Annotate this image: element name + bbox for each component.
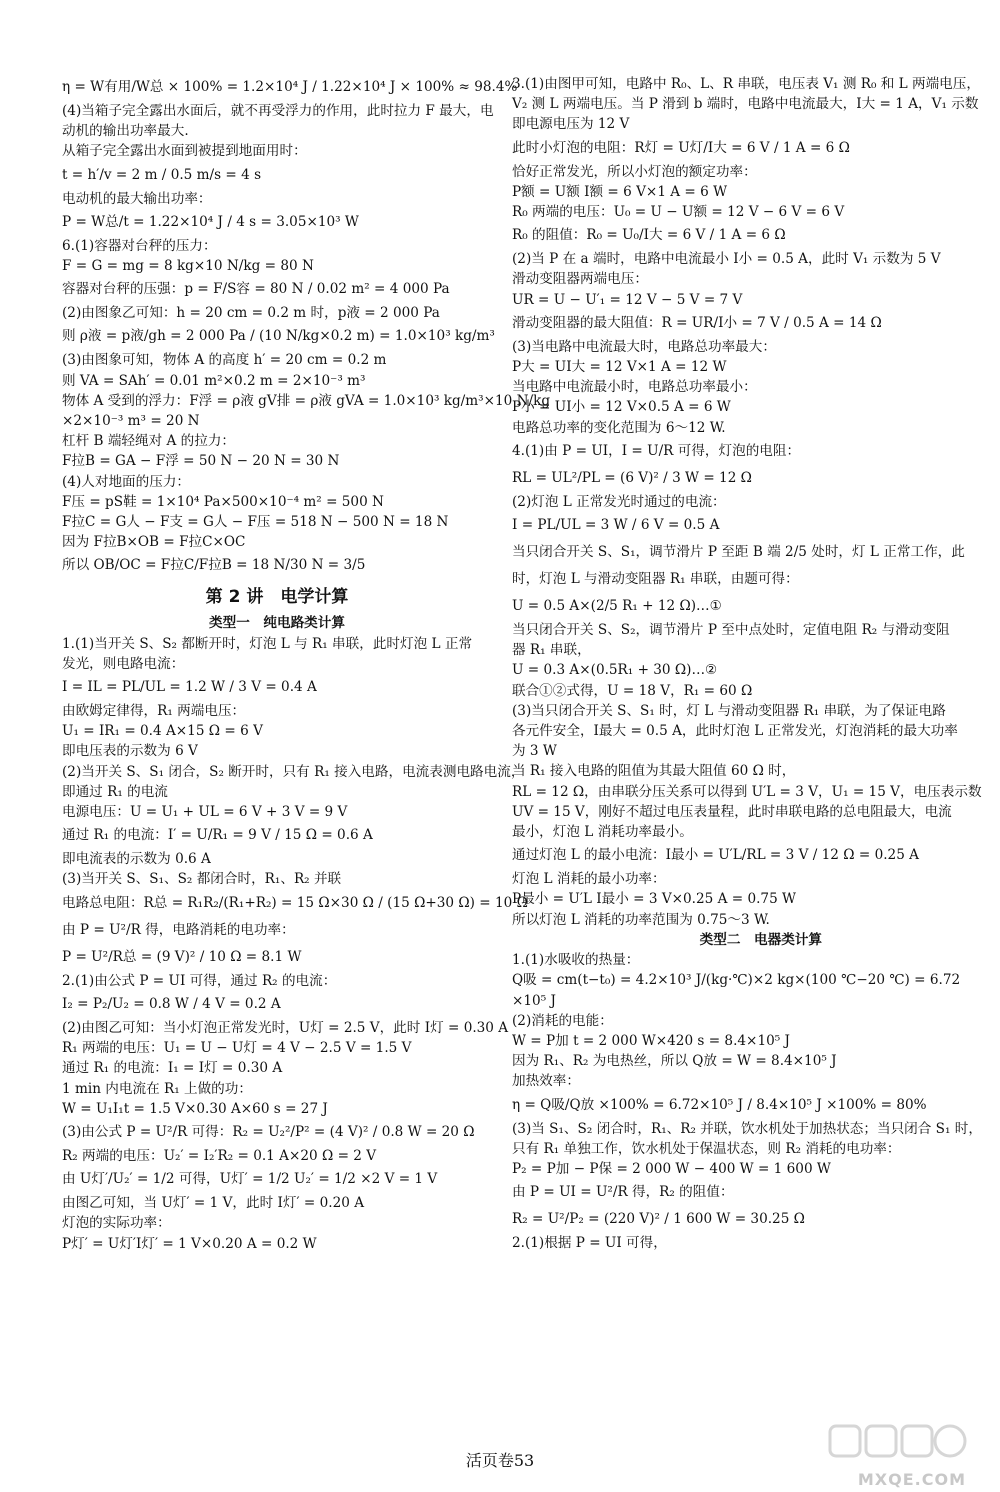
text-line: 杠杆 B 端轻绳对 A 的拉力： bbox=[62, 433, 236, 450]
text-line: I₂ = P₂/U₂ = 0.8 W / 4 V = 0.2 A bbox=[62, 995, 281, 1012]
text-line: (2)当开关 S、S₁ 闭合，S₂ 断开时，只有 R₁ 接入电路，电流表测电路电流， bbox=[62, 763, 525, 780]
text-line: 由 U灯′/U₂′ = 1/2 可得，U灯′ = 1/2 U₂′ = 1/2 ×2 V = 1 V bbox=[62, 1171, 438, 1188]
text-line: RL = UL²/PL = (6 V)² / 3 W = 12 Ω bbox=[512, 469, 752, 486]
text-line: F压 = pS鞋 = 1×10⁴ Pa×500×10⁻⁴ m² = 500 N bbox=[62, 493, 384, 510]
text-line: 当电路中电流最小时，电路总功率最小： bbox=[512, 379, 757, 396]
text-line: 此时小灯泡的电阻：R灯 = U灯/I大 = 6 V / 1 A = 6 Ω bbox=[512, 139, 850, 156]
text-line: (2)消耗的电能： bbox=[512, 1012, 613, 1029]
text-line: 电源电压：U = U₁ + UL = 6 V + 3 V = 9 V bbox=[62, 804, 348, 821]
text-line: 即通过 R₁ 的电流 bbox=[62, 783, 168, 800]
text-line: (3)由图象可知，物体 A 的高度 h′ = 20 cm = 0.2 m bbox=[62, 352, 387, 369]
text-line: (3)当只闭合开关 S、S₁ 时，灯 L 与滑动变阻器 R₁ 串联，为了保证电路 bbox=[512, 702, 946, 719]
text-line: Q吸 = cm(t−t₀) = 4.2×10³ J/(kg·℃)×2 kg×(100 ℃−20 ℃) = 6.72 bbox=[512, 972, 961, 989]
text-line: P最小 = U′L I最小 = 3 V×0.25 A = 0.75 W bbox=[512, 891, 797, 908]
text-line: 因为 R₁、R₂ 为电热丝，所以 Q放 = W = 8.4×10⁵ J bbox=[512, 1053, 837, 1070]
text-line: F拉C = G人 − F支 = G人 − F压 = 518 N − 500 N = 18 N bbox=[62, 514, 449, 531]
text-line: 当只闭合开关 S、S₂，调节滑片 P 至中点处时，定值电阻 R₂ 与滑动变阻 bbox=[512, 622, 950, 639]
text-line: UR = U − U′₁ = 12 V − 5 V = 7 V bbox=[512, 291, 743, 308]
text-line: 发光，则电路电流： bbox=[62, 655, 185, 672]
text-line: W = U₁I₁t = 1.5 V×0.30 A×60 s = 27 J bbox=[62, 1100, 328, 1117]
text-line: (4)人对地面的压力： bbox=[62, 473, 191, 490]
text-line: ×10⁵ J bbox=[512, 992, 556, 1009]
text-line: 则 ρ液 = p液/gh = 2 000 Pa / (10 N/kg×0.2 m) = 1.0×10³ kg/m³ bbox=[62, 328, 495, 345]
text-line: 2.(1)由公式 P = UI 可得，通过 R₂ 的电流： bbox=[62, 972, 337, 989]
text-line: R₂ 两端的电压：U₂′ = I₂′R₂ = 0.1 A×20 Ω = 2 V bbox=[62, 1147, 377, 1164]
text-line: (2)灯泡 L 正常发光时通过的电流： bbox=[512, 493, 726, 510]
text-line: 通过灯泡 L 的最小电流：I最小 = U′L/RL = 3 V / 12 Ω = 0.25 A bbox=[512, 847, 919, 864]
text-line: P灯′ = U灯′I灯′ = 1 V×0.20 A = 0.2 W bbox=[62, 1235, 317, 1252]
text-line: 物体 A 受到的浮力：F浮 = ρ液 gV排 = ρ液 gVA = 1.0×10³ kg/m³×10 N/kg bbox=[62, 392, 551, 409]
text-line: U₁ = IR₁ = 0.4 A×15 Ω = 6 V bbox=[62, 723, 263, 740]
text-line: 2.(1)根据 P = UI 可得， bbox=[512, 1235, 667, 1252]
watermark-text: MXQE.COM bbox=[857, 1470, 966, 1489]
text-line: 即电流表的示数为 0.6 A bbox=[62, 851, 211, 868]
text-line: UV = 15 V，刚好不超过电压表量程，此时串联电路的总电阻最大，电流 bbox=[512, 803, 952, 820]
text-line: 即电压表的示数为 6 V bbox=[62, 743, 198, 760]
text-line: U = 0.3 A×(0.5R₁ + 30 Ω)…② bbox=[512, 662, 718, 679]
text-line: 由图乙可知，当 U灯′ = 1 V，此时 I灯′ = 0.20 A bbox=[62, 1195, 365, 1212]
text-line: 6.(1)容器对台秤的压力： bbox=[62, 237, 217, 254]
text-line: 1.(1)水吸收的热量： bbox=[512, 952, 640, 969]
text-line: (3)当电路中电流最大时，电路总功率最大： bbox=[512, 338, 776, 355]
text-line: F = G = mg = 8 kg×10 N/kg = 80 N bbox=[62, 258, 314, 275]
subsection-heading: 类型一 纯电路类计算 bbox=[209, 615, 345, 632]
text-line: 各元件安全，I最大 = 0.5 A，此时灯泡 L 正常发光，灯泡消耗的最大功率 bbox=[512, 723, 958, 740]
text-line: 加热效率： bbox=[512, 1073, 580, 1090]
text-line: U = 0.5 A×(2/5 R₁ + 12 Ω)…① bbox=[512, 598, 722, 615]
text-line: 恰好正常发光，所以小灯泡的额定功率： bbox=[512, 163, 757, 180]
text-line: P = U²/R总 = (9 V)² / 10 Ω = 8.1 W bbox=[62, 948, 302, 965]
text-line: F拉B = GA − F浮 = 50 N − 20 N = 30 N bbox=[62, 453, 340, 470]
text-line: R₀ 的阻值：R₀ = U₀/I大 = 6 V / 1 A = 6 Ω bbox=[512, 227, 786, 244]
text-line: I = IL = PL/UL = 1.2 W / 3 V = 0.4 A bbox=[62, 679, 317, 696]
text-line: P额 = U额 I额 = 6 V×1 A = 6 W bbox=[512, 183, 728, 200]
text-line: 所以 OB/OC = F拉C/F拉B = 18 N/30 N = 3/5 bbox=[62, 557, 366, 574]
text-line: t = h′/v = 2 m / 0.5 m/s = 4 s bbox=[62, 166, 262, 183]
text-line: 时，灯泡 L 与滑动变阻器 R₁ 串联，由题可得： bbox=[512, 571, 799, 588]
text-line: 电路总电阻：R总 = R₁R₂/(R₁+R₂) = 15 Ω×30 Ω / (15 Ω+30 Ω) = 10 Ω bbox=[62, 894, 528, 911]
text-line: 则 VA = SAh′ = 0.01 m²×0.2 m = 2×10⁻³ m³ bbox=[62, 372, 366, 389]
text-line: R₀ 两端的电压：U₀ = U − U额 = 12 V − 6 V = 6 V bbox=[512, 204, 845, 221]
text-line: I = PL/UL = 3 W / 6 V = 0.5 A bbox=[512, 517, 720, 534]
text-line: 从箱子完全露出水面到被提到地面用时： bbox=[62, 143, 307, 160]
text-line: (2)由图象乙可知：h = 20 cm = 0.2 m 时，p液 = 2 000 Pa bbox=[62, 305, 440, 322]
text-line: ×2×10⁻³ m³ = 20 N bbox=[62, 413, 200, 430]
text-line: 由 P = UI = U²/R 得，R₂ 的阻值： bbox=[512, 1184, 734, 1201]
text-line: 灯泡的实际功率： bbox=[62, 1215, 171, 1232]
text-line: 由 P = U²/R 得，电路消耗的电功率： bbox=[62, 921, 295, 938]
text-line: 由欧姆定律得，R₁ 两端电压： bbox=[62, 703, 246, 720]
text-line: R₁ 两端的电压：U₁ = U − U灯 = 4 V − 2.5 V = 1.5 V bbox=[62, 1040, 412, 1057]
text-line: P = W总/t = 1.22×10⁴ J / 4 s = 3.05×10³ W bbox=[62, 213, 359, 230]
text-line: 只有 R₁ 单独工作，饮水机处于保温状态，则 R₂ 消耗的电功率： bbox=[512, 1140, 901, 1157]
text-line: 滑动变阻器的最大阻值：R = UR/I小 = 7 V / 0.5 A = 14 Ω bbox=[512, 314, 882, 331]
text-line: (2)当 P 在 a 端时，电路中电流最小 I小 = 0.5 A，此时 V₁ 示数为 5 V bbox=[512, 251, 941, 268]
text-line: 当 R₁ 接入电路的阻值为其最大阻值 60 Ω 时， bbox=[512, 763, 796, 780]
text-line: η = Q吸/Q放 ×100% = 6.72×10⁵ J / 8.4×10⁵ J ×100% = 80% bbox=[512, 1096, 927, 1113]
text-line: 为 3 W bbox=[512, 743, 557, 760]
text-line: (3)当 S₁、S₂ 闭合时，R₁、R₂ 并联，饮水机处于加热状态；当只闭合 S₁ 时， bbox=[512, 1120, 982, 1137]
text-line: 1 min 内电流在 R₁ 上做的功： bbox=[62, 1080, 252, 1097]
section-heading: 第 2 讲 电学计算 bbox=[205, 587, 349, 608]
text-line: P₂ = P加 − P保 = 2 000 W − 400 W = 1 600 W bbox=[512, 1160, 831, 1177]
text-line: 1.(1)当开关 S、S₂ 都断开时，灯泡 L 与 R₁ 串联，此时灯泡 L 正常 bbox=[62, 635, 473, 652]
text-line: η = W有用/W总 × 100% = 1.2×10⁴ J / 1.22×10⁴ J × 100% ≈ 98.4% bbox=[62, 79, 518, 95]
text-line: 所以灯泡 L 消耗的功率范围为 0.75～3 W. bbox=[512, 911, 770, 928]
text-line: RL = 12 Ω，由串联分压关系可以得到 U′L = 3 V，U₁ = 15 V，电压表示数 bbox=[512, 783, 982, 800]
text-line: 因为 F拉B×OB = F拉C×OC bbox=[62, 534, 246, 551]
text-line: 当只闭合开关 S、S₁，调节滑片 P 至距 B 端 2/5 处时，灯 L 正常工作，此 bbox=[512, 544, 965, 561]
text-line: R₂ = U²/P₂ = (220 V)² / 1 600 W = 30.25 Ω bbox=[512, 1211, 805, 1228]
text-line: 电路总功率的变化范围为 6～12 W. bbox=[512, 419, 726, 436]
text-line: 通过 R₁ 的电流：I′ = U/R₁ = 9 V / 15 Ω = 0.6 A bbox=[62, 827, 373, 844]
text-line: (2)由图乙可知：当小灯泡正常发光时，U灯 = 2.5 V，此时 I灯 = 0.30 A bbox=[62, 1019, 509, 1036]
text-line: (3)由公式 P = U²/R 可得：R₂ = U₂²/P² = (4 V)² / 0.8 W = 20 Ω bbox=[62, 1123, 475, 1140]
text-line: 滑动变阻器两端电压： bbox=[512, 271, 648, 288]
page-footer: 活页卷53 bbox=[465, 1451, 535, 1470]
text-line: P小 = UI小 = 12 V×0.5 A = 6 W bbox=[512, 399, 731, 416]
text-line: 4.(1)由 P = UI，I = U/R 可得，灯泡的电阻： bbox=[512, 442, 801, 459]
text-line: 3.(1)由图甲可知，电路中 R₀、L、R 串联，电压表 V₁ 测 R₀ 和 L 两端电压， bbox=[512, 76, 980, 92]
text-line: 最小，灯泡 L 消耗功率最小。 bbox=[512, 824, 693, 841]
subsection-heading: 类型二 电器类计算 bbox=[699, 931, 822, 948]
text-line: 灯泡 L 消耗的最小功率： bbox=[512, 871, 666, 888]
text-line: 容器对台秤的压强：p = F/S容 = 80 N / 0.02 m² = 4 000 Pa bbox=[62, 281, 450, 298]
text-line: 动机的输出功率最大. bbox=[62, 123, 189, 140]
text-line: 即电源电压为 12 V bbox=[512, 116, 630, 133]
text-line: 器 R₁ 串联， bbox=[512, 642, 591, 659]
text-line: 联合①②式得，U = 18 V，R₁ = 60 Ω bbox=[512, 682, 753, 699]
text-line: (3)当开关 S、S₁、S₂ 都闭合时，R₁、R₂ 并联 bbox=[62, 871, 342, 888]
text-line: W = P加 t = 2 000 W×420 s = 8.4×10⁵ J bbox=[512, 1032, 790, 1049]
text-line: V₂ 测 L 两端电压。当 P 滑到 b 端时，电路中电流最大，I大 = 1 A，V₁ 示数 bbox=[512, 96, 979, 113]
text-line: (4)当箱子完全露出水面后，就不再受浮力的作用，此时拉力 F 最大，电 bbox=[62, 103, 494, 119]
text-line: 电动机的最大输出功率： bbox=[62, 190, 212, 207]
text-line: 通过 R₁ 的电流：I₁ = I灯 = 0.30 A bbox=[62, 1060, 283, 1077]
right-column bbox=[512, 74, 982, 1253]
text-line: P大 = UI大 = 12 V×1 A = 12 W bbox=[512, 359, 727, 376]
